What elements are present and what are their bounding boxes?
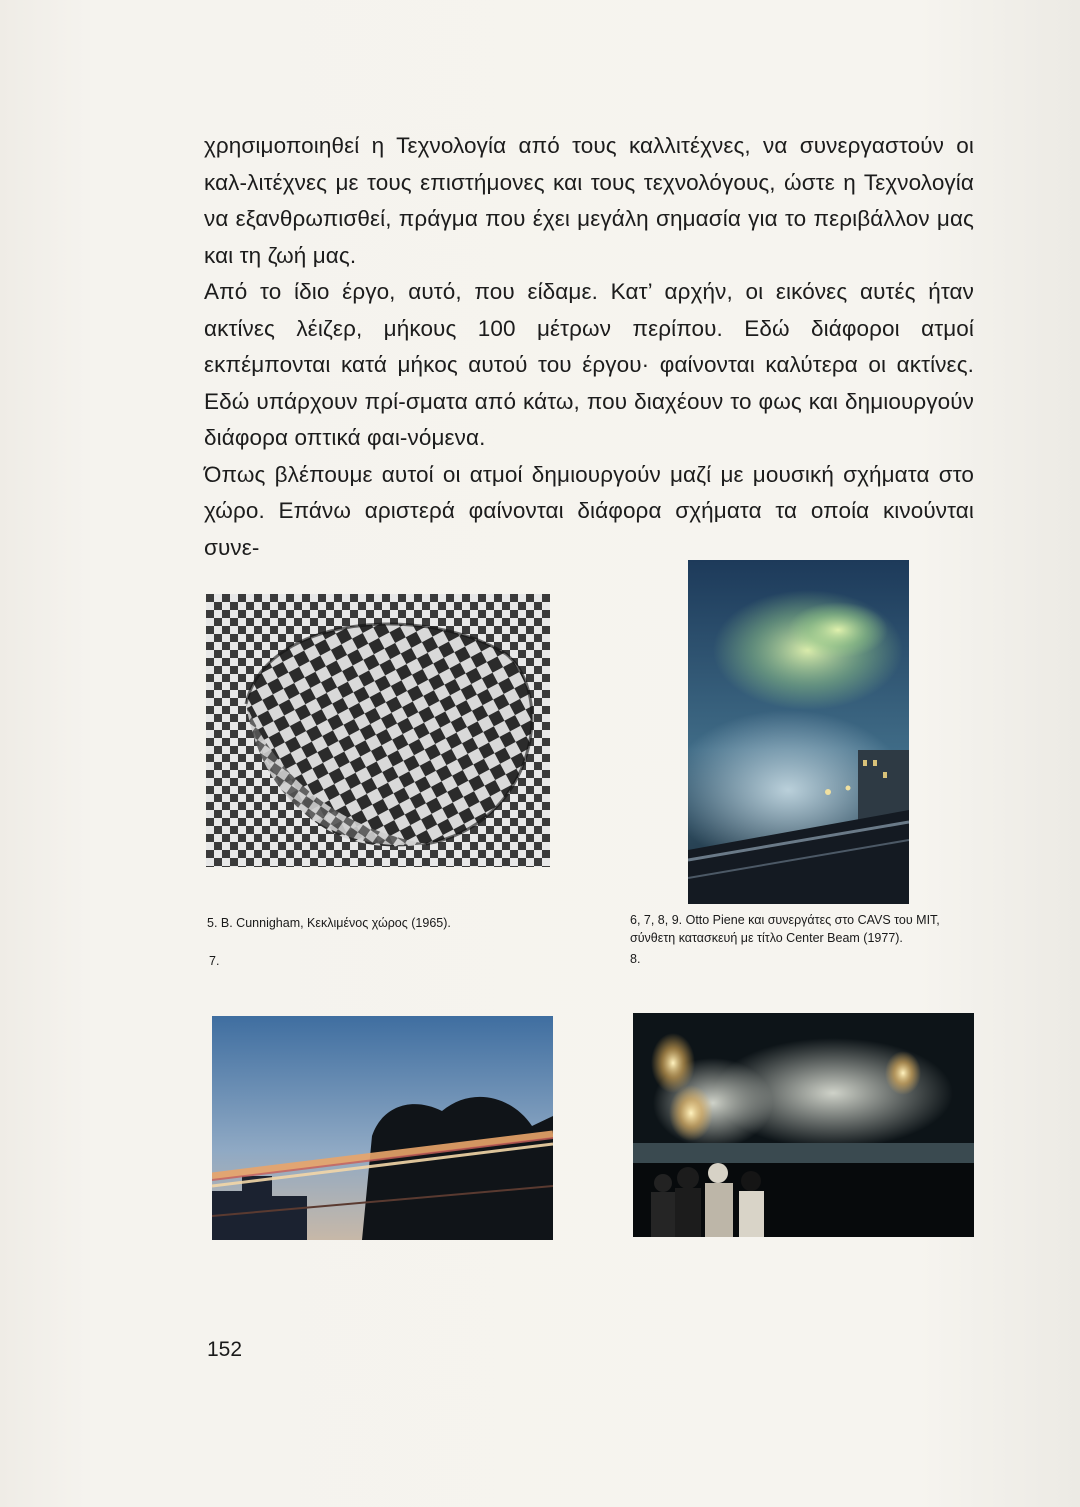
figure-5-checkerboard-image — [206, 594, 550, 867]
figure-8-label: 8. — [630, 952, 641, 966]
figure-7-beam-photo — [212, 1016, 553, 1240]
paragraph-3: Όπως βλέπουμε αυτοί οι ατμοί δημιουργούν μαζί με μουσική σχήματα στο χώρο. Επάνω αριστερά φαίνονται διάφορα σχήματα τα οποία κινούνται συνε- — [204, 461, 974, 560]
paragraph-2: Από το ίδιο έργο, αυτό, που είδαμε. Κατ’ αρχήν, οι εικόνες αυτές ήταν ακτίνες λέιζερ, μήκους 100 μέτρων περίπου. Εδώ διάφοροι ατμοί εκπέμπονται κατά μήκος αυτού του έργου· φαίνονται καλύτερα οι ακτίνες. Εδώ υπάρχουν πρί-σματα από κάτω, που διαχέουν το φως και δημιουργούν διάφορα οπτικά φαι-νόμενα. — [204, 279, 974, 450]
figure-6-caption — [630, 911, 980, 947]
figure-8-crowd-steam-photo — [633, 1013, 974, 1237]
paragraph-1: χρησιμοποιηθεί η Τεχνολογία από τους καλλιτέχνες, να συνεργαστούν οι καλ-λιτέχνες με τους επιστήμονες και τους τεχνολόγους, ώστε η Τεχνολογία να εξανθρωπισθεί, πράγμα που έχει μεγάλη σημασία για το περιβάλλον μας και τη ζωή μας. — [204, 133, 974, 268]
figure-6-caption-line-1: 6, 7, 8, 9. Otto Piene και συνεργάτες στο CAVS του MIT, — [630, 913, 940, 927]
figure-5-caption: 5. B. Cunnigham, Κεκλιμένος χώρος (1965). — [207, 916, 451, 930]
page-number: 152 — [207, 1338, 243, 1361]
figure-6-caption-line-2: σύνθετη κατασκευή με τίτλο Center Beam (1977). — [630, 931, 903, 945]
figure-7-label: 7. — [209, 954, 220, 968]
body-text — [204, 128, 974, 566]
figure-6-laser-steam-photo — [688, 560, 909, 904]
